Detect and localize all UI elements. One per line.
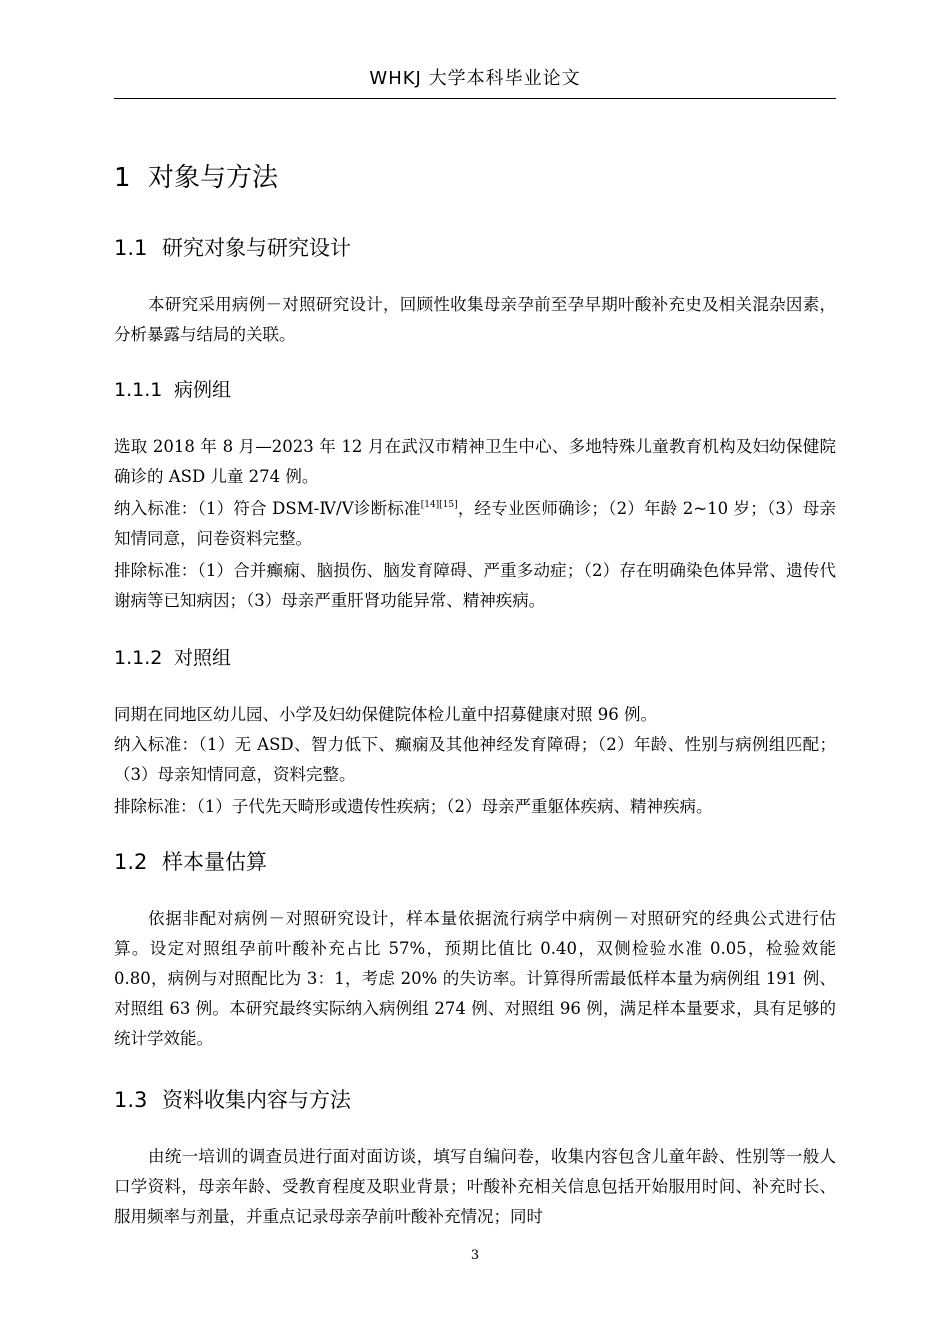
section-heading-1-1-2 xyxy=(114,644,231,672)
section-heading-1-1-1 xyxy=(114,376,231,404)
section-title: 研究对象与研究设计 xyxy=(162,236,351,260)
section-title: 病例组 xyxy=(174,379,232,401)
section-title: 对象与方法 xyxy=(148,163,279,193)
inclusion-text-b: ，经专业医师确诊；（2）年龄 2~10 岁；（3）母亲知情同意，问卷资料完整。 xyxy=(114,499,836,548)
section-number: 1.3 xyxy=(114,1088,148,1112)
paragraph-case-source: 选取 2018 年 8 月—2023 年 12 月在武汉市精神卫生中心、多地特殊儿童教育机构及妇幼保健院确诊的 ASD 儿童 274 例。 xyxy=(114,437,836,486)
paragraph-control-exclusion: 排除标准：（1）子代先天畸形或遗传性疾病；（2）母亲严重躯体疾病、精神疾病。 xyxy=(114,797,713,816)
running-header: WHKJ 大学本科毕业论文 xyxy=(369,68,581,89)
section-number: 1.1.2 xyxy=(114,647,163,669)
paragraph-study-design: 本研究采用病例－对照研究设计，回顾性收集母亲孕前至孕早期叶酸补充史及相关混杂因素，分析暴露与结局的关联。 xyxy=(114,295,836,344)
header-rule xyxy=(114,98,836,99)
section-number: 1.1.1 xyxy=(114,379,163,401)
section-heading-1-1 xyxy=(114,233,351,263)
paragraph-control-source: 同期在同地区幼儿园、小学及妇幼保健院体检儿童中招募健康对照 96 例。 xyxy=(114,705,657,724)
section-number: 1.1 xyxy=(114,236,148,260)
paragraph-case-exclusion: 排除标准：（1）合并癫痫、脑损伤、脑发育障碍、严重多动症；（2）存在明确染色体异常、遗传代谢病等已知病因；（3）母亲严重肝肾功能异常、精神疾病。 xyxy=(114,561,836,610)
citation-ref: [14][15] xyxy=(420,500,458,510)
page-number: 3 xyxy=(470,1248,480,1263)
inclusion-text-a: 纳入标准：（1）符合 DSM-Ⅳ/Ⅴ诊断标准 xyxy=(114,499,421,518)
section-title: 对照组 xyxy=(174,647,232,669)
section-number: 1.2 xyxy=(114,850,148,874)
section-heading-1-3 xyxy=(114,1085,351,1115)
paragraph-sample-size: 依据非配对病例－对照研究设计，样本量依据流行病学中病例－对照研究的经典公式进行估算。设定对照组孕前叶酸补充占比 57%，预期比值比 0.40，双侧检验水准 0.05，检验效能 0.80，病例与对照配比为 3：1，考虑 20% 的失访率。计算得所需最低样本量为病例组 191 例、对照组 63 例。本研究最终实际纳入病例组 274 例、对照组 96 例，满足样本量要求，具有足够的统计学效能。 xyxy=(114,909,836,1048)
section-title: 样本量估算 xyxy=(162,850,267,874)
section-number: 1 xyxy=(114,163,131,193)
section-heading-1 xyxy=(114,160,278,196)
paragraph-control-inclusion: 纳入标准：（1）无 ASD、智力低下、癫痫及其他神经发育障碍；（2）年龄、性别与病例组匹配；（3）母亲知情同意，资料完整。 xyxy=(114,735,836,784)
paragraph-data-collection: 由统一培训的调查员进行面对面访谈，填写自编问卷，收集内容包含儿童年龄、性别等一般人口学资料，母亲年龄、受教育程度及职业背景；叶酸补充相关信息包括开始服用时间、补充时长、服用频率与剂量，并重点记录母亲孕前叶酸补充情况；同时 xyxy=(114,1147,836,1226)
paragraph-case-inclusion xyxy=(114,494,836,554)
section-heading-1-2 xyxy=(114,847,267,877)
section-title: 资料收集内容与方法 xyxy=(162,1088,351,1112)
